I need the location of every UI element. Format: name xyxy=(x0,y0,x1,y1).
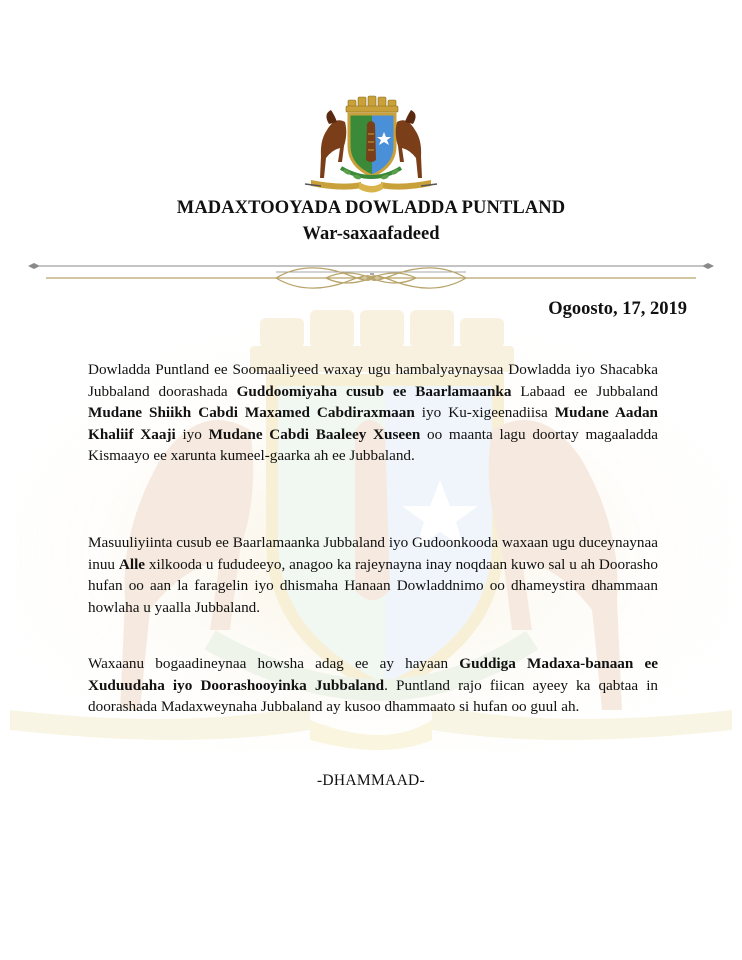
paragraph-text: Dowladda Puntland ee Soomaaliyeed waxay ugu hambalyaynaysaa Dowladda iyo Shacabka Jubbaland doorashada xyxy=(88,361,658,400)
end-of-document-mark: -DHAMMAAD- xyxy=(316,772,426,789)
paragraph-text: iyo xyxy=(175,425,209,443)
puntland-coat-of-arms xyxy=(301,94,441,196)
bold-text: Guddoomiyaha cusub ee Baarlamaanka xyxy=(236,382,512,400)
body-paragraph-3 xyxy=(88,653,658,718)
paragraph-text: Masuuliyiinta cusub ee Baarlamaanka Jubbaland iyo Gudoonkooda waxaan ugu duceynaynaa inuu xyxy=(88,534,658,573)
bold-text: Mudane Cabdi Baaleey Xuseen xyxy=(208,425,421,443)
paragraph-text: Labaad ee Jubbaland xyxy=(511,382,658,400)
paragraph-text: xilkooda u fududeeyo, anagoo ka rajeynayna inay noqdaan kuwo sal u ah Doorasho hufan oo aan la faragelin iyo dhismaha Hanaan Dowladdnimo oo dhameystira dhammaan howlaha u yaalla Jubbaland. xyxy=(88,555,658,616)
body-paragraph-1 xyxy=(88,359,658,467)
paragraph-text: iyo Ku-xigeenadiisa xyxy=(414,404,555,422)
bold-text: Mudane Aadan Khaliif Xaaji xyxy=(88,404,658,443)
publication-date: Ogoosto, 17, 2019 xyxy=(548,299,687,319)
paragraph-text: Waxaanu bogaadineynaa howsha adag ee ay hayaan xyxy=(88,655,460,672)
body-paragraph-2 xyxy=(88,532,658,618)
bold-text: Mudane Shiikh Cabdi Maxamed Cabdiraxmaan xyxy=(88,404,415,422)
decorative-divider xyxy=(26,254,716,298)
bold-text: Alle xyxy=(118,555,146,573)
bold-text: Guddiga Madaxa-banaan ee Xuduudaha iyo Doorashooyinka Jubbaland xyxy=(88,655,658,694)
organization-title: MADAXTOOYADA DOWLADDA PUNTLAND xyxy=(176,198,566,218)
paragraph-text: . Puntland rajo fiican ayeey ka qabtaa in doorashada Madaxweynaha Jubbaland ay kusoo dhammaato si hufan oo guul ah. xyxy=(88,676,659,716)
paragraph-text: oo maanta lagu doortay magaaladda Kismaayo ee xarunta kumeel-gaarka ah ee Jubbaland. xyxy=(88,425,658,465)
document-type: War-saxaafadeed xyxy=(302,224,440,244)
